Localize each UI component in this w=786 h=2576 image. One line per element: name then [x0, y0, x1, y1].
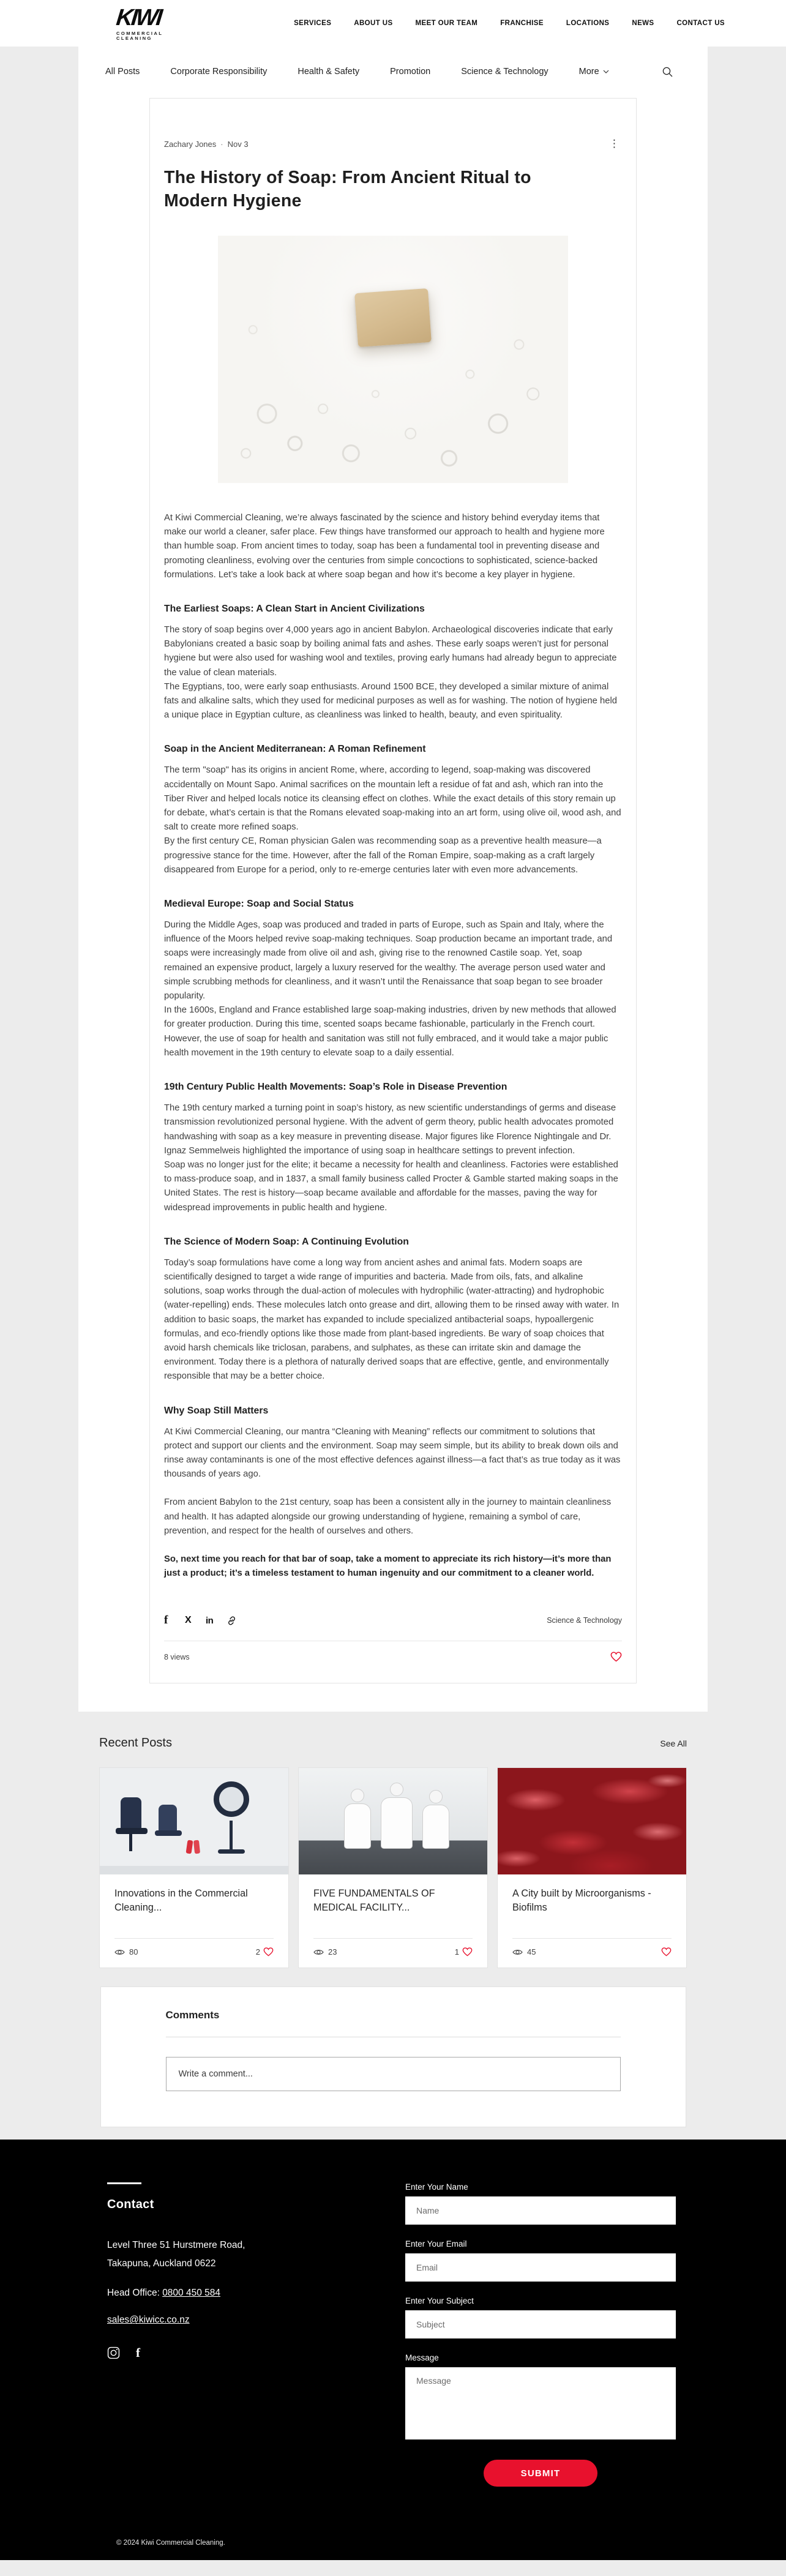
recent-posts-header — [99, 1736, 687, 1750]
card-title[interactable]: Innovations in the Commercial Cleaning... — [114, 1888, 248, 1914]
cleanroom-figure — [344, 1803, 371, 1849]
post-section-heading: The Earliest Soaps: A Clean Start in Ancient Civilizations — [164, 604, 425, 615]
tab-promotion[interactable]: Promotion — [390, 67, 431, 77]
card-views-count: 23 — [328, 1947, 337, 1957]
like-heart-icon[interactable] — [610, 1652, 622, 1662]
recent-posts-cards — [99, 1767, 687, 1968]
recent-post-card-2[interactable] — [298, 1767, 488, 1968]
nav-services[interactable]: SERVICES — [294, 20, 332, 27]
comments-section — [100, 1986, 686, 2127]
post-paragraph: The 19th century marked a turning point in soap’s history, as new scientific understandings of germs and disease transmission revolutionized personal hygiene. With the advent of germ theory, public health advocates promoted handwashing with soap as a key measure in preventing disease. Major figures like Florence Nightingale and Dr. Ignaz Semmelweis highlighted the importance of using soap in healthcare settings to prevent infection. — [164, 1103, 616, 1156]
tab-science-technology[interactable]: Science & Technology — [461, 67, 548, 77]
recent-posts-section — [99, 1712, 687, 2127]
recent-posts-title: Recent Posts — [99, 1736, 172, 1750]
name-label: Enter Your Name — [405, 2182, 468, 2192]
card-1-thumbnail — [100, 1768, 288, 1874]
site-header — [0, 0, 786, 47]
chair-graphic — [121, 1797, 141, 1829]
facebook-icon[interactable]: f — [136, 2345, 140, 2361]
post-body — [164, 511, 622, 1581]
subject-field[interactable] — [405, 2310, 676, 2338]
recent-post-card-1[interactable] — [99, 1767, 289, 1968]
chevron-down-icon — [603, 70, 609, 73]
post-section-heading: Why Soap Still Matters — [164, 1405, 269, 1416]
post-paragraph: The term "soap" has its origins in ancient Rome, where, according to legend, soap-making was discovered accidentally on Mount Sapo. Animal sacrifices on the mountain left a residue of fat and ash, which ran into the Tiber River and helped locals notice its cleansing effect on clothes. While the exact details of this story remain up for debate, what’s certain is that the Romans elevated soap-making into an art form, using olive oil, wood ash, and salt to create more refined soaps. — [164, 765, 621, 833]
post-paragraph: At Kiwi Commercial Cleaning, we’re always fascinated by the science and history behind everyday items that make our world a cleaner, safer place. Few things have transformed our approach to health and hygiene more than humble soap. From ancient times to today, soap has been a fundamental tool in preventing disease and promoting cleanliness, evolving over the centuries from simple concoctions to sophisticated, science-backed formulations. Let’s take a look back at where soap began and how it’s become a key player in hygiene. — [164, 513, 605, 580]
more-options-icon[interactable]: ⋮ — [609, 138, 619, 149]
message-label: Message — [405, 2353, 439, 2363]
head-office-row — [107, 2288, 364, 2299]
card-heart-icon[interactable] — [462, 1947, 473, 1956]
contact-heading: Contact — [107, 2198, 154, 2212]
post-paragraph: In the 1600s, England and France established large soap-making industries, driven by new methods that allowed for greater production. During this time, scented soaps became fashionable, particularly in the French court. However, the use of soap for health and sanitation was still not fully embraced, and it would take a major public health movement in the 19th century to elevate soap to a daily essential. — [164, 1005, 616, 1058]
post-hero-image — [218, 236, 568, 483]
content-column — [78, 47, 708, 1712]
subject-label: Enter Your Subject — [405, 2296, 474, 2306]
share-copy-link-icon[interactable] — [226, 1616, 247, 1626]
post-paragraph: The story of soap begins over 4,000 years ago in ancient Babylon. Archaeological discoveries indicate that early Babylonians created a basic soap by boiling animal fats and ashes. These early soaps weren’t just for personal hygiene but were also used for washing wool and textiles, proving early humans had already begun to appreciate the value of clean materials. — [164, 625, 617, 678]
views-eye-icon — [114, 1949, 125, 1956]
card-views-count: 45 — [527, 1947, 536, 1957]
post-author[interactable]: Zachary Jones — [164, 139, 217, 149]
more-label: More — [578, 67, 599, 77]
fan-graphic — [214, 1781, 249, 1817]
post-paragraph: From ancient Babylon to the 21st century, soap has been a consistent ally in the journey to maintain cleanliness and health. It has adapted alongside our growing understanding of hygiene, remaining a symbol of care, prevention, and respect for the health of ourselves and others. — [164, 1497, 612, 1536]
logo-title: KIWI — [114, 4, 162, 31]
site-footer — [0, 2140, 786, 2560]
footer-contact-form — [405, 2182, 676, 2487]
contact-address — [107, 2236, 364, 2273]
address-line-2: Takapuna, Auckland 0622 — [107, 2258, 216, 2269]
main-nav — [294, 20, 725, 27]
nav-locations[interactable]: LOCATIONS — [566, 20, 610, 27]
see-all-link[interactable]: See All — [660, 1739, 687, 1749]
post-paragraph: The Egyptians, too, were early soap enthusiasts. Around 1500 BCE, they developed a similar mixture of animal fats and alkaline salts, which they used for medicinal purposes as well as for washing. The notion of hygiene held a unique place in Egyptian culture, as cleanliness was linked to health, beauty, and even spirituality. — [164, 681, 617, 721]
tab-corporate-responsibility[interactable]: Corporate Responsibility — [170, 67, 268, 77]
email-label: Enter Your Email — [405, 2239, 467, 2249]
footer-contact-column — [107, 2182, 364, 2487]
post-views: 8 views — [164, 1652, 190, 1661]
phone-link[interactable]: 0800 450 584 — [162, 2288, 221, 2299]
views-eye-icon — [512, 1949, 523, 1956]
copyright-text: © 2024 Kiwi Commercial Cleaning. — [116, 2539, 225, 2547]
card-title[interactable]: FIVE FUNDAMENTALS OF MEDICAL FACILITY... — [313, 1888, 435, 1914]
comment-input[interactable] — [166, 2057, 621, 2091]
submit-button[interactable]: SUBMIT — [484, 2460, 597, 2487]
share-linkedin-icon[interactable]: in — [206, 1615, 214, 1626]
meta-separator: · — [220, 139, 223, 149]
recent-post-card-3[interactable] — [497, 1767, 687, 1968]
post-section-heading: Medieval Europe: Soap and Social Status — [164, 899, 354, 910]
kiwi-logo[interactable] — [116, 6, 187, 40]
logo-subtitle: COMMERCIAL CLEANING — [116, 30, 163, 41]
email-field[interactable] — [405, 2253, 676, 2282]
card-likes-count: 2 — [255, 1947, 260, 1957]
post-paragraph: Soap was no longer just for the elite; it became a necessity for health and cleanliness. Factories were established to mass-produce soap, and in 1837, a small family business called Procter & Gamble started making soaps in the United States. The rest is history—soap became available and affordable for the masses, paving the way for widespread improvements in public health and hygiene. — [164, 1159, 618, 1213]
tab-all-posts[interactable]: All Posts — [105, 67, 140, 77]
search-button[interactable] — [662, 66, 673, 78]
contact-accent-line — [107, 2182, 141, 2184]
card-views-count: 80 — [129, 1947, 138, 1957]
post-date: Nov 3 — [227, 139, 249, 149]
tab-health-safety[interactable]: Health & Safety — [298, 67, 360, 77]
post-section-heading: Soap in the Ancient Mediterranean: A Roman Refinement — [164, 744, 426, 755]
nav-contact-us[interactable]: CONTACT US — [676, 20, 725, 27]
instagram-icon[interactable] — [107, 2346, 120, 2359]
soap-bar-graphic — [354, 288, 432, 347]
post-section-heading: The Science of Modern Soap: A Continuing Evolution — [164, 1236, 409, 1247]
card-2-thumbnail — [299, 1768, 487, 1874]
comments-title: Comments — [165, 2009, 220, 2021]
head-office-label: Head Office: — [107, 2288, 160, 2299]
blog-category-nav — [78, 59, 708, 84]
email-link[interactable]: sales@kiwicc.co.nz — [107, 2315, 190, 2326]
address-line-1: Level Three 51 Hurstmere Road, — [107, 2240, 245, 2251]
nav-about-us[interactable]: ABOUT US — [354, 20, 393, 27]
share-x-icon[interactable]: X — [185, 1615, 192, 1626]
post-paragraph: During the Middle Ages, soap was produced and traded in parts of Europe, such as Spain and Italy, where the influence of the Moors helped revive soap-making techniques. Soap production became an important trade, and soaps were increasingly made from olive oil and ash, giving rise to the renowned Castile soap. Yet, soap remained an expensive product, largely a luxury reserved for the wealthy. The average person used water and simple scrubbing methods for cleanliness, and it wasn’t until the Renaissance that soap began to see broader popularity. — [164, 920, 613, 1002]
views-eye-icon — [313, 1949, 324, 1956]
nav-franchise[interactable]: FRANCHISE — [500, 20, 544, 27]
share-facebook-icon[interactable]: f — [164, 1614, 168, 1627]
post-category-link[interactable]: Science & Technology — [547, 1616, 622, 1625]
tab-more[interactable] — [579, 67, 609, 77]
search-icon — [662, 66, 673, 78]
card-likes-count: 1 — [454, 1947, 459, 1957]
card-title[interactable]: A City built by Microorganisms - Biofilms — [512, 1888, 651, 1914]
post-card — [149, 98, 637, 1683]
card-heart-icon[interactable] — [263, 1947, 274, 1956]
post-paragraph: By the first century CE, Roman physician Galen was recommending soap as a preventive health measure—a progressive stance for the time. However, after the fall of the Roman Empire, soap-making as a craft largely disappeared from Europe for a period, only to re-emerge centuries later with even more advancements. — [164, 836, 602, 875]
share-row — [164, 1614, 622, 1627]
nav-meet-our-team[interactable]: MEET OUR TEAM — [415, 20, 478, 27]
post-section-heading: 19th Century Public Health Movements: Soap’s Role in Disease Prevention — [164, 1082, 507, 1093]
nav-news[interactable]: NEWS — [632, 20, 654, 27]
post-stats-row — [164, 1652, 622, 1662]
post-title: The History of Soap: From Ancient Ritual to Modern Hygiene — [164, 168, 531, 211]
card-3-thumbnail — [498, 1768, 686, 1874]
name-field[interactable] — [405, 2196, 676, 2225]
post-paragraph: Today’s soap formulations have come a long way from ancient ashes and animal fats. Modern soaps are scientifically designed to target a wide range of impurities and bacteria. Made from oils, fats, and alkaline solutions, soap works through the dual-action of molecules with hydrophilic (water-attracting) and hydrophobic (water-repelling) ends. These molecules latch onto grease and dirt, allowing them to be rinsed away with water. In addition to basic soaps, the market has expanded to include specialized antibacterial soaps, hypoallergenic formulas, and eco-friendly options like those made from plant-based ingredients. Be wary of soap choices that avoid harsh chemicals like triclosan, parabens, and sulphates, as these can irritate skin and damage the environment. Today there is a plethora of naturally derived soaps that are effective, gentle, and environmentally responsible that may be a better choice. — [164, 1257, 619, 1382]
card-heart-icon[interactable] — [661, 1947, 672, 1956]
post-paragraph: At Kiwi Commercial Cleaning, our mantra “Cleaning with Meaning” reflects our commitment to solutions that protect and support our clients and the environment. Soap may seem simple, but its ability to break down oils and rinse away contaminants is one of the most effective defences against illness—a fact that’s as true today as it was thousands of years ago. — [164, 1426, 621, 1480]
post-closing-paragraph: So, next time you reach for that bar of soap, take a moment to appreciate its rich history—it’s more than just a product; it’s a timeless testament to human ingenuity and our commitment to a cleaner world. — [164, 1554, 612, 1579]
footer-social-row — [107, 2345, 364, 2361]
message-field[interactable] — [405, 2367, 676, 2439]
post-meta — [164, 138, 622, 150]
